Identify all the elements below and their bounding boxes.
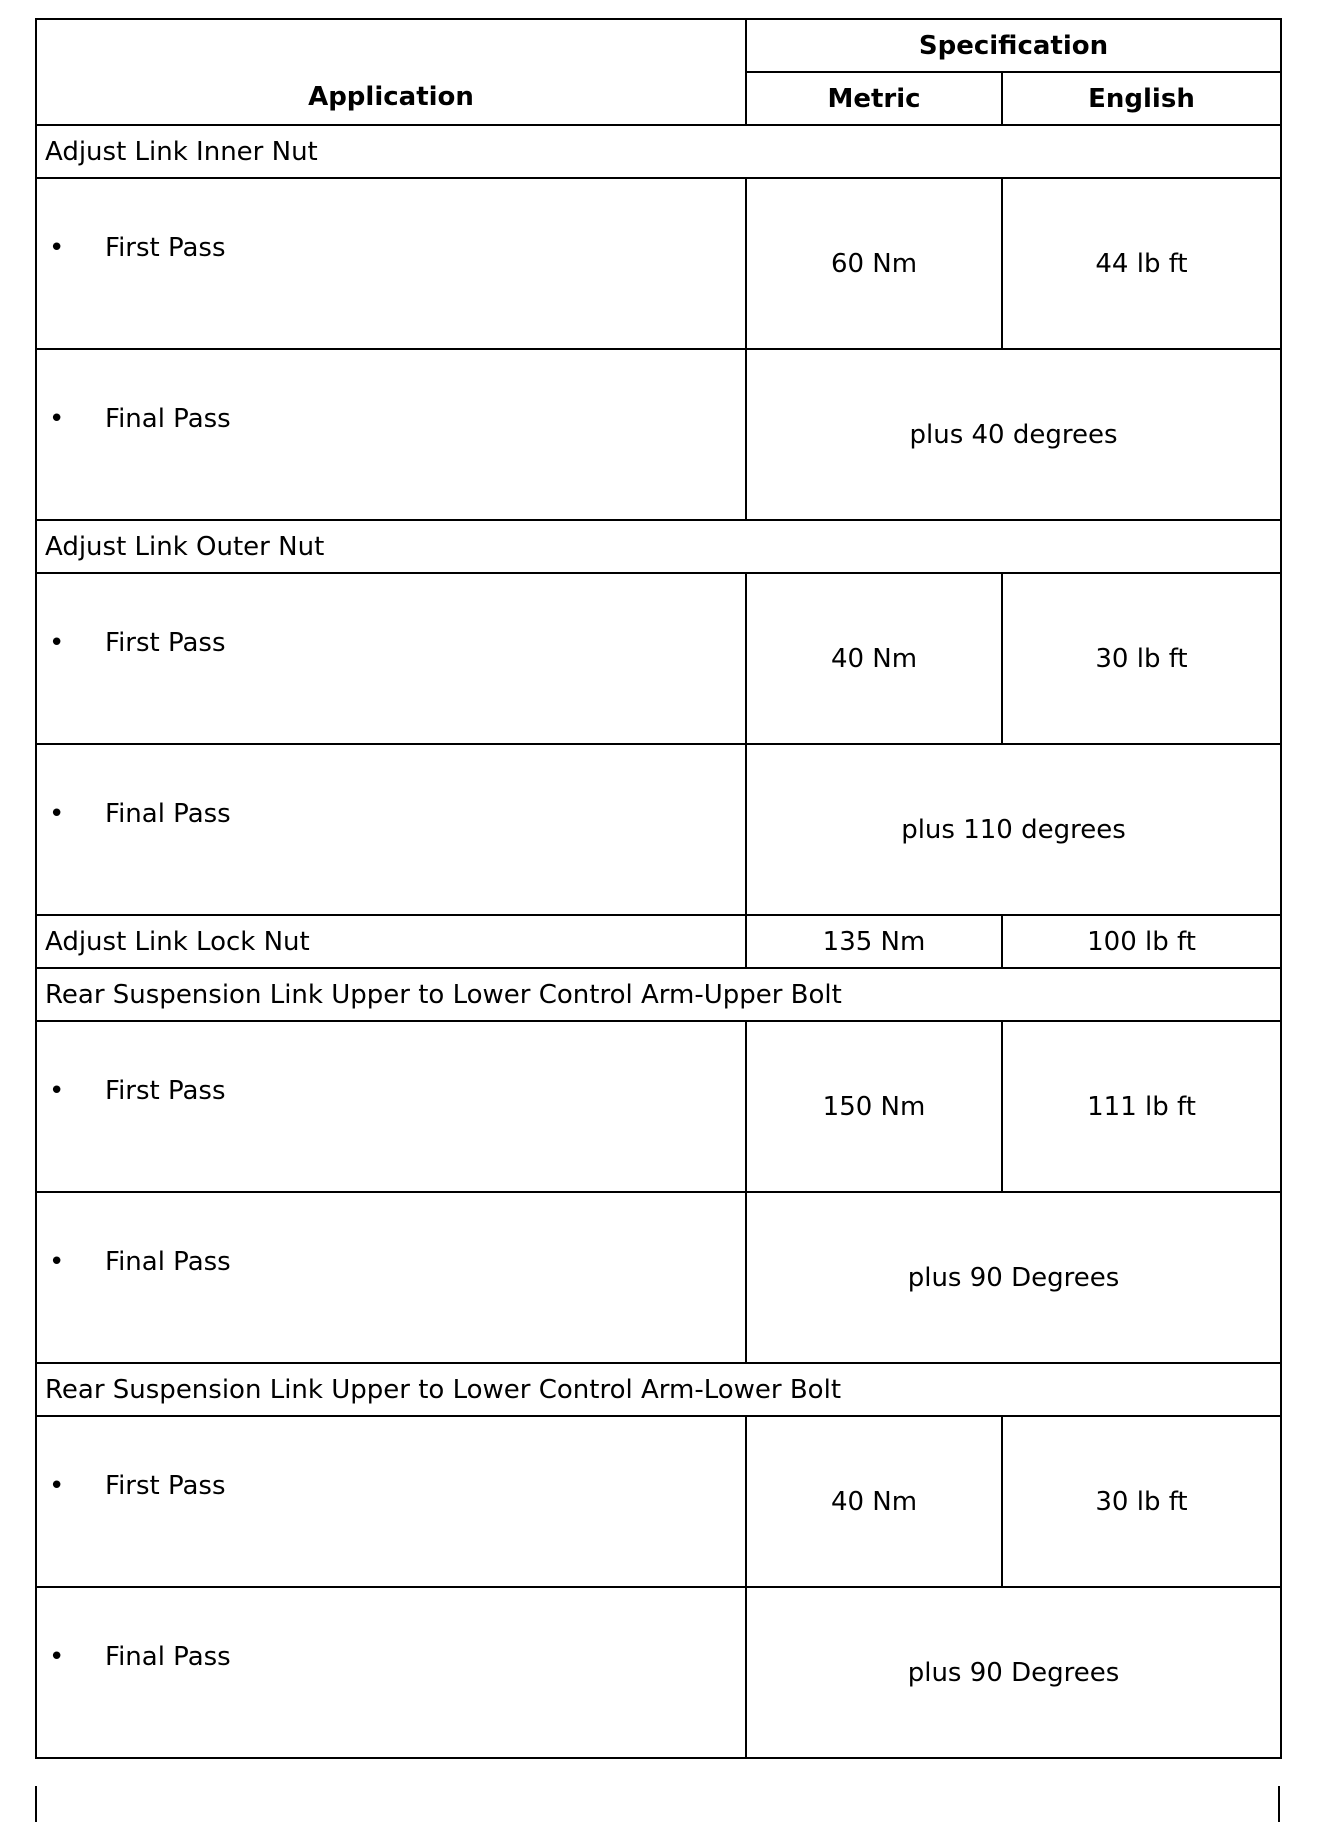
group-row (36, 1363, 1281, 1416)
first-pass-label: First Pass (105, 1076, 226, 1106)
first-pass-row (36, 178, 1281, 349)
metric-value: 150 Nm (746, 1021, 1002, 1192)
final-pass-label: Final Pass (105, 1247, 231, 1277)
group-name: Rear Suspension Link Upper to Lower Control Arm-Lower Bolt (36, 1363, 1281, 1416)
group-name: Rear Suspension Link Upper to Lower Control Arm-Upper Bolt (36, 968, 1281, 1021)
first-pass-cell (36, 573, 746, 744)
header-row (36, 19, 1281, 72)
first-pass-label: First Pass (105, 1471, 226, 1501)
group-name: Adjust Link Inner Nut (36, 125, 1281, 178)
final-pass-label: Final Pass (105, 404, 231, 434)
metric-value: 40 Nm (746, 1416, 1002, 1587)
group-row (36, 968, 1281, 1021)
final-pass-row (36, 349, 1281, 520)
final-pass-cell (36, 1587, 746, 1758)
first-pass-row (36, 1416, 1281, 1587)
torque-spec-table (35, 18, 1282, 1759)
final-pass-value: plus 90 Degrees (746, 1587, 1281, 1758)
metric-value: 40 Nm (746, 573, 1002, 744)
bullet-icon: • (49, 233, 65, 263)
header-specification: Specification (746, 19, 1281, 72)
metric-value: 60 Nm (746, 178, 1002, 349)
group-row (36, 125, 1281, 178)
group-row (36, 520, 1281, 573)
english-value: 30 lb ft (1002, 573, 1281, 744)
first-pass-cell (36, 178, 746, 349)
final-pass-value: plus 40 degrees (746, 349, 1281, 520)
english-value: 44 lb ft (1002, 178, 1281, 349)
final-pass-value: plus 90 Degrees (746, 1192, 1281, 1363)
final-pass-row (36, 744, 1281, 915)
header-metric: Metric (746, 72, 1002, 125)
bullet-icon: • (49, 404, 65, 434)
final-pass-label: Final Pass (105, 799, 231, 829)
metric-value: 135 Nm (746, 915, 1002, 968)
bullet-icon: • (49, 1471, 65, 1501)
final-pass-cell (36, 349, 746, 520)
final-pass-value: plus 110 degrees (746, 744, 1281, 915)
bullet-icon: • (49, 628, 65, 658)
first-pass-label: First Pass (105, 628, 226, 658)
first-pass-row (36, 1021, 1281, 1192)
first-pass-cell (36, 1021, 746, 1192)
final-pass-cell (36, 1192, 746, 1363)
english-value: 111 lb ft (1002, 1021, 1281, 1192)
lock-nut-row (36, 915, 1281, 968)
english-value: 30 lb ft (1002, 1416, 1281, 1587)
final-pass-cell (36, 744, 746, 915)
group-name: Adjust Link Outer Nut (36, 520, 1281, 573)
final-pass-row (36, 1587, 1281, 1758)
header-english: English (1002, 72, 1281, 125)
lock-nut-name: Adjust Link Lock Nut (36, 915, 746, 968)
bullet-icon: • (49, 1076, 65, 1106)
first-pass-row (36, 573, 1281, 744)
final-pass-row (36, 1192, 1281, 1363)
table-continuation (35, 1786, 1280, 1822)
bullet-icon: • (49, 1642, 65, 1672)
bullet-icon: • (49, 799, 65, 829)
first-pass-cell (36, 1416, 746, 1587)
header-application: Application (36, 19, 746, 125)
first-pass-label: First Pass (105, 233, 226, 263)
english-value: 100 lb ft (1002, 915, 1281, 968)
final-pass-label: Final Pass (105, 1642, 231, 1672)
bullet-icon: • (49, 1247, 65, 1277)
